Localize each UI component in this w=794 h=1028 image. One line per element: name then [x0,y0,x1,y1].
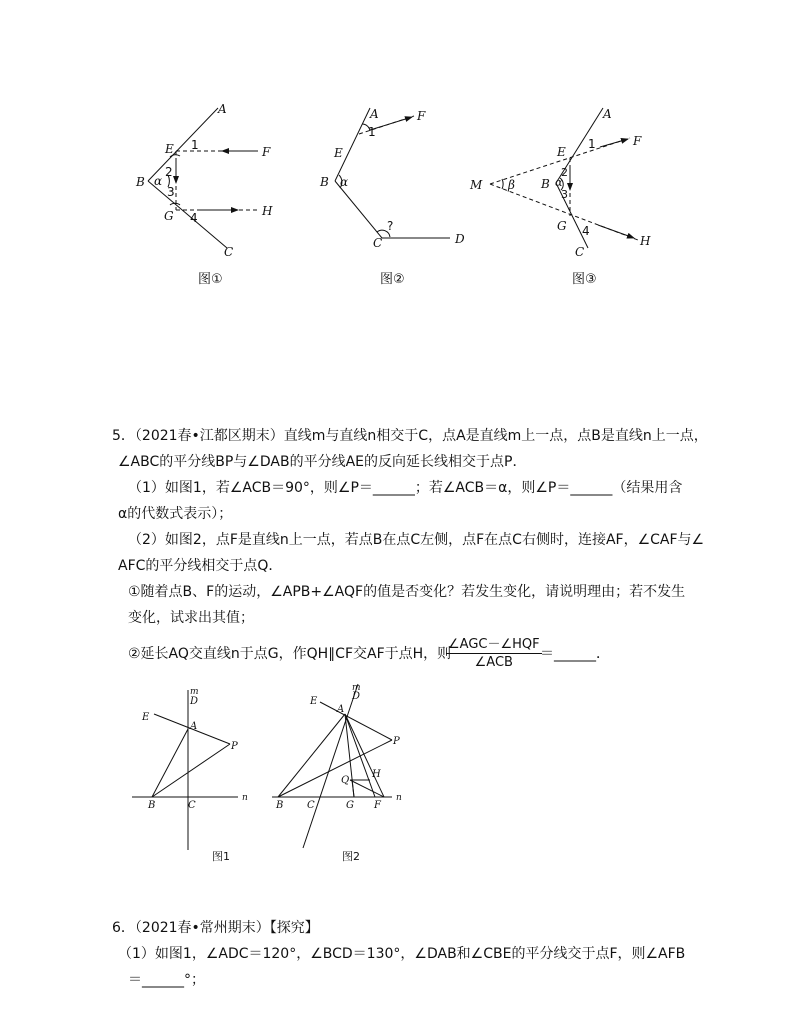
q5f1-label-m: m [190,687,199,697]
figure-1 [135,102,273,259]
q5f1-label-D: D [190,696,199,707]
top-figures [0,95,794,295]
q5-line-7: ①随着点B、F的运动，∠APB+∠AQF的值是否变化？若发生变化，请说明理由；若不发生 [128,584,686,600]
fig1-label-A: A [218,102,227,116]
q5-line-6: AFC的平分线相交于点Q． [118,558,283,574]
q5f2-label-E: E [310,696,318,707]
fig1-label-C: C [224,245,234,259]
q5f2-label-P: P [393,736,400,747]
fig2-label-A: A [370,107,379,121]
fig3-caption: 图③ [572,272,597,287]
fig3-label-H: H [640,234,651,248]
q6-line-2: （1）如图1，∠ADC＝120°，∠BCD＝130°，∠DAB和∠CBE的平分线交于点F，则∠AFB [118,946,686,962]
q5f2-label-C: C [307,800,315,811]
fig1-label-E: E [165,142,174,156]
fig3-label-A: A [603,107,612,121]
q5f1-label-B: B [148,800,156,811]
q5f1-label-E: E [142,712,150,723]
fig1-angle-2: 2 [165,165,173,179]
fig1-angle-3: 3 [167,185,175,199]
q5-figure-1 [132,687,248,850]
fig2-label-B: B [320,175,329,189]
q5f1-label-A: A [190,721,198,732]
q5-line-8: 变化，试求出其值； [128,610,254,626]
fig1-label-H: H [262,204,273,218]
fig1-angle-1: 1 [191,138,199,152]
q5-fig1-caption: 图1 [212,850,230,863]
fig3-label-F: F [633,134,642,148]
fig3-label-C: C [575,245,585,259]
q5f2-label-B: B [276,800,284,811]
q5f1-label-n: n [242,793,248,803]
q5-line-2: ∠ABC的平分线BP与∠DAB的平分线AE的反向延长线相交于点P． [118,454,527,470]
q6-line-1: 6．（2021春•常州期末）【探究】 [112,920,319,936]
fig2-label-F: F [417,109,426,123]
fig3-angle-beta: β [508,178,515,192]
fig2-label-E: E [334,146,343,160]
fig3-label-E: E [557,145,566,159]
fig1-label-G: G [164,209,174,223]
fig3-label-M: M [470,178,483,192]
q5-fraction-numerator: ∠AGC－∠HQF [448,637,540,652]
q5f2-label-F: F [374,800,381,811]
figure-3 [469,107,651,259]
q5f2-label-Q: Q [341,775,350,786]
fig2-angle-1: 1 [368,125,376,139]
fig1-label-F: F [262,145,271,159]
q5-line-1: 5．（2021春•江都区期末）直线m与直线n相交于C，点A是直线m上一点，点B是直线n上一点， [112,428,708,444]
q5-line-3: （1）如图1，若∠ACB＝90°，则∠P＝______；若∠ACB＝α，则∠P＝______（结果用含 [128,480,683,496]
fig3-angle-3: 3 [561,188,568,201]
q5f2-label-A: A [337,704,345,715]
fig3-angle-2: 2 [561,166,568,179]
q5f2-label-n: n [396,793,402,803]
q5-fig2-caption: 图2 [342,850,360,863]
figure-2 [319,107,465,250]
fig2-label-D: D [455,232,465,246]
q5-line-5: （2）如图2，点F是直线n上一点，若点B在点C左侧，点F在点C右侧时，连接AF，∠CAF与∠ [128,532,705,548]
q5-line-4: α的代数式表示）； [118,506,233,522]
fig1-label-B: B [136,175,145,189]
q5f2-label-D: D [352,691,361,702]
fig1-caption: 图① [198,272,223,287]
q5-fraction [446,636,542,671]
fig2-label-C: C [373,236,383,250]
q5f2-label-m: m [352,683,361,693]
fig1-angle-alpha: α [154,174,163,188]
fig2-angle-alpha: α [340,175,349,189]
q5-line-9-prefix: ②延长AQ交直线n于点G，作QH∥CF交AF于点H，则 [128,646,452,662]
q5-line-9-suffix: ＝______． [540,646,610,662]
q5f2-label-G: G [346,800,354,811]
fig3-label-B: B [541,177,550,191]
fig3-angle-1: 1 [588,137,596,151]
fig2-caption: 图② [380,272,405,287]
q5-figures [0,680,794,870]
fig2-angle-question: ? [387,219,394,233]
q5-figure-2 [272,683,402,848]
fig1-angle-4: 4 [190,211,198,225]
q5f2-label-H: H [372,769,381,780]
q5f1-label-C: C [188,800,196,811]
fig3-angle-alpha: α [555,176,563,189]
q5f1-label-P: P [231,741,238,752]
q5-fraction-denominator: ∠ACB [474,655,513,670]
fig3-label-G: G [557,219,567,233]
q6-line-3: ＝______°； [128,972,205,988]
fig3-angle-4: 4 [582,224,590,238]
